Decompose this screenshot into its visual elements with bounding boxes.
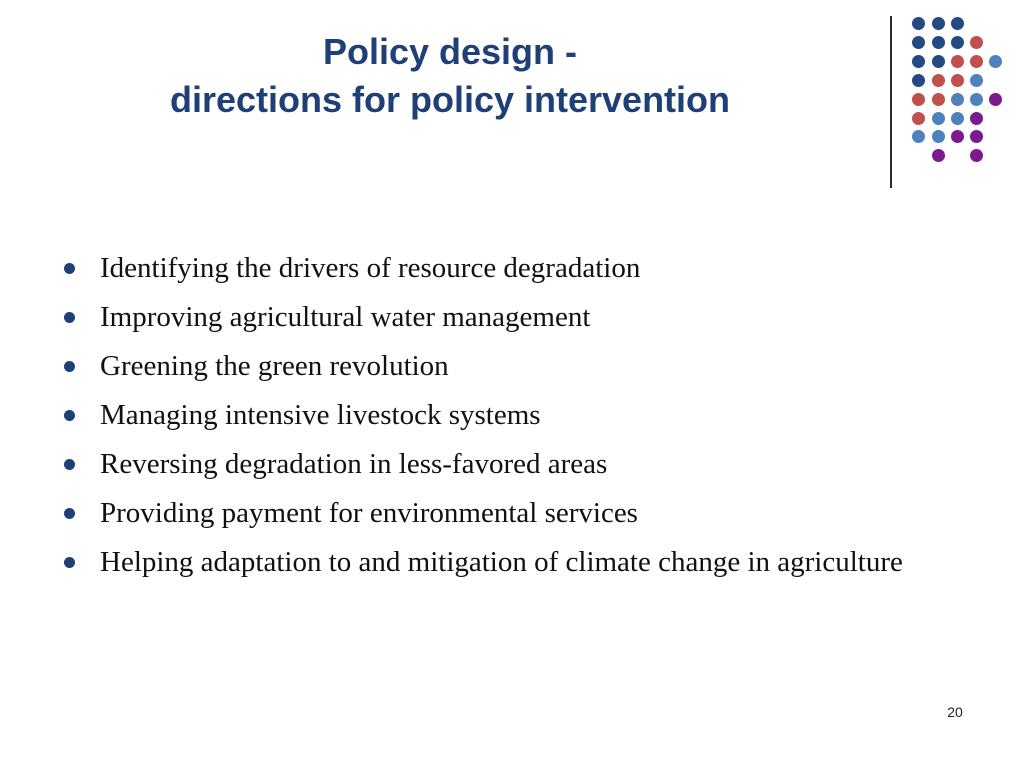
page-number: 20 [947,704,963,720]
bullet-item [60,542,920,582]
bullet-icon [64,361,75,372]
decor-dot [912,74,925,87]
bullet-item [60,346,920,386]
bullet-icon [64,312,75,323]
decor-dot [932,74,945,87]
decor-dot [912,36,925,49]
decor-dot [970,55,983,68]
decor-dot [951,112,964,125]
bullet-item [60,297,920,337]
decor-dot [970,93,983,106]
decor-dot [989,55,1002,68]
bullet-text: Improving agricultural water management [100,301,591,333]
decor-dot [912,17,925,30]
decor-dot [951,130,964,143]
bullet-icon [64,557,75,568]
decor-dot [951,55,964,68]
decor-dot [912,112,925,125]
bullet-icon [64,263,75,274]
decor-dot [912,130,925,143]
bullet-icon [64,410,75,421]
bullet-item [60,493,920,533]
decor-dot [932,149,945,162]
decor-dot [970,74,983,87]
decor-dot [951,36,964,49]
decor-dot [951,74,964,87]
bullet-text: Providing payment for environmental services [100,497,638,529]
bullet-icon [64,459,75,470]
decor-dot [932,55,945,68]
decor-dot [970,149,983,162]
decor-dot [912,93,925,106]
bullet-text: Reversing degradation in less-favored areas [100,448,608,480]
bullet-item [60,395,920,435]
title-line-1: Policy design - [322,31,578,72]
decor-dot [951,17,964,30]
bullet-icon [64,508,75,519]
decor-dot [970,112,983,125]
bullet-text: Identifying the drivers of resource degradation [100,252,641,284]
decor-dot [932,93,945,106]
decor-dot [932,112,945,125]
bullet-text: Managing intensive livestock systems [100,399,541,431]
decor-dot [989,93,1002,106]
bullet-item [60,248,920,288]
title-line-2: directions for policy intervention [169,79,731,120]
decor-dot [912,55,925,68]
decor-dot [932,36,945,49]
decor-dot [970,130,983,143]
bullet-list [60,248,920,591]
bullet-text: Helping adaptation to and mitigation of climate change in agriculture [100,546,903,578]
decor-dot [970,36,983,49]
bullet-item [60,444,920,484]
decor-dot [932,130,945,143]
decor-dot [932,17,945,30]
bullet-text: Greening the green revolution [100,350,449,382]
slide-title [60,28,840,124]
decor-dot [951,93,964,106]
vertical-divider [890,16,892,188]
